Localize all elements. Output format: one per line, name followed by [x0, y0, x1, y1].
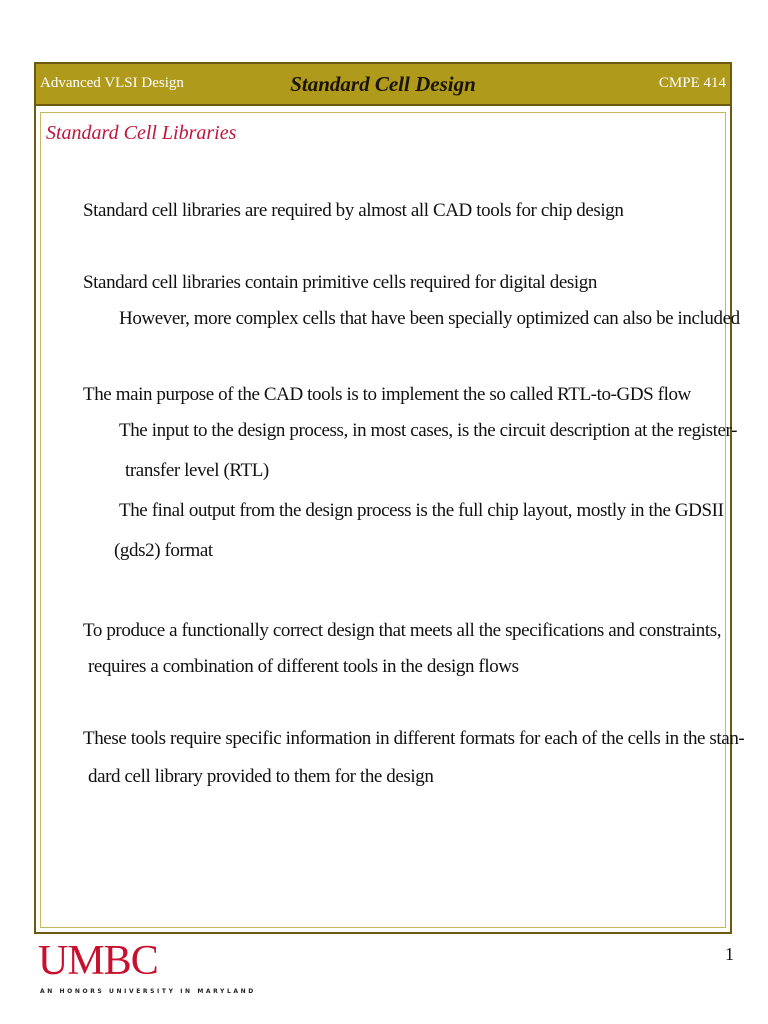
bullet-text: These tools require specific information in different formats for each of the cells in the stan- [83, 728, 745, 749]
bullet-text: requires a combination of different tools in the design flows [88, 656, 519, 677]
sub-bullet-text: The final output from the design process is the full chip layout, mostly in the GDSII [119, 500, 724, 521]
bullet-text: Standard cell libraries are required by almost all CAD tools for chip design [83, 200, 624, 221]
umbc-logo: UMBC [38, 938, 158, 984]
slide-topic: Standard Cell Design [290, 72, 476, 96]
slide-frame [34, 62, 745, 934]
sub-bullet-text: (gds2) format [114, 540, 213, 561]
course-code: CMPE 414 [658, 75, 726, 91]
bullet-text: Standard cell libraries contain primitive cells required for digital design [83, 272, 597, 293]
logo-tagline: AN HONORS UNIVERSITY IN MARYLAND [40, 988, 256, 995]
bullet-text: The main purpose of the CAD tools is to implement the so called RTL-to-GDS flow [83, 384, 691, 405]
sub-bullet-text: However, more complex cells that have been specially optimized can also be included [119, 308, 740, 329]
sub-bullet-text: The input to the design process, in most cases, is the circuit description at the register- [119, 420, 738, 441]
bullet-text: dard cell library provided to them for the design [88, 766, 434, 787]
course-title: Advanced VLSI Design [40, 75, 184, 91]
header-bar [36, 64, 730, 106]
sub-bullet-text: transfer level (RTL) [125, 460, 269, 481]
page-number: 1 [725, 944, 734, 964]
section-title: Standard Cell Libraries [46, 122, 237, 144]
bullet-text: To produce a functionally correct design that meets all the specifications and constraints, [83, 620, 722, 641]
